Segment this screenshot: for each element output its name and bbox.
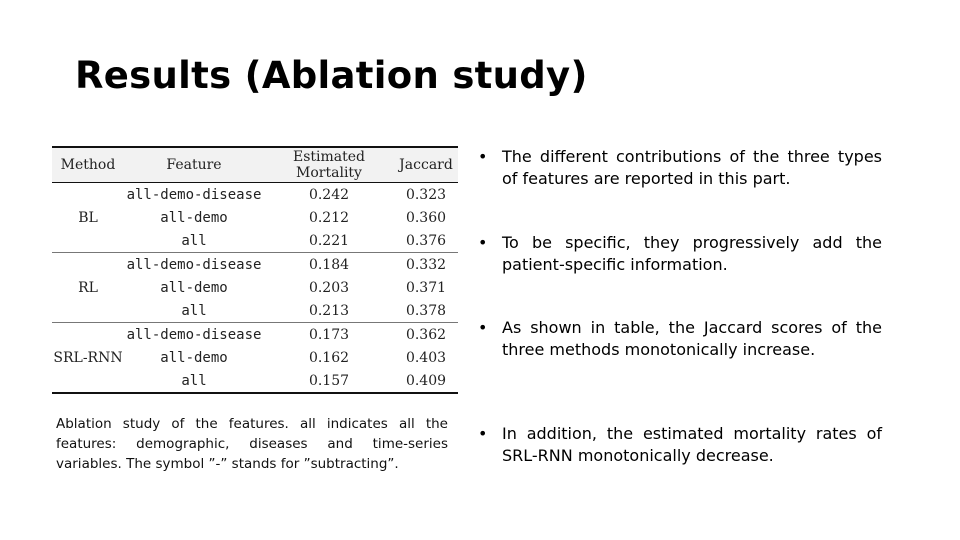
method-cell: SRL-RNN [52, 323, 124, 394]
mortality-cell: 0.162 [308, 349, 350, 366]
feature-cell: all-demo [160, 349, 228, 366]
bullet-text: The different contributions of the three types of features are reported in this part. [502, 147, 882, 188]
header-feature: Feature [124, 147, 264, 183]
table-header-row [52, 147, 458, 183]
jaccard-cell: 0.323 [405, 186, 447, 203]
bullet-dot-icon: • [478, 147, 488, 166]
feature-cell: all-demo [160, 279, 228, 296]
header-method: Method [52, 147, 124, 183]
jaccard-cell: 0.360 [405, 209, 447, 226]
table-row [52, 323, 458, 347]
jaccard-cell: 0.378 [394, 299, 458, 323]
bullet-dot-icon: • [478, 424, 488, 443]
mortality-cell: 0.212 [308, 209, 350, 226]
jaccard-cell: 0.376 [394, 229, 458, 253]
mortality-cell: 0.221 [264, 229, 394, 253]
jaccard-cell: 0.403 [405, 349, 447, 366]
jaccard-cell: 0.332 [405, 256, 447, 273]
feature-cell: all-demo-disease [126, 326, 262, 343]
bullet-text: To be specific, they progressively add the patient-specific information. [502, 233, 882, 274]
table-row [52, 183, 458, 207]
bullet-dot-icon: • [478, 233, 488, 252]
feature-cell: all [124, 229, 264, 253]
bullet-text: In addition, the estimated mortality rates of SRL-RNN monotonically decrease. [502, 424, 882, 465]
bullet-item [478, 317, 882, 361]
bullet-text: As shown in table, the Jaccard scores of the three methods monotonically increase. [502, 318, 882, 359]
mortality-cell: 0.184 [308, 256, 350, 273]
mortality-cell: 0.157 [264, 369, 394, 393]
feature-cell: all-demo [160, 209, 228, 226]
header-estimated-mortality: Estimated Mortality [264, 147, 394, 183]
method-cell: BL [52, 183, 124, 253]
mortality-cell: 0.213 [264, 299, 394, 323]
bullet-item [478, 423, 882, 467]
jaccard-cell: 0.409 [394, 369, 458, 393]
jaccard-cell: 0.362 [405, 326, 447, 343]
mortality-cell: 0.173 [308, 326, 350, 343]
bullet-item [478, 232, 882, 276]
bullet-dot-icon: • [478, 318, 488, 337]
table-row [52, 253, 458, 277]
header-jaccard: Jaccard [394, 147, 458, 183]
feature-cell: all-demo-disease [126, 256, 262, 273]
slide-title: Results (Ablation study) [75, 54, 588, 97]
feature-cell: all-demo-disease [126, 186, 262, 203]
jaccard-cell: 0.371 [405, 279, 447, 296]
ablation-table-container [52, 146, 458, 394]
table-caption: Ablation study of the features. all indicates all the features: demographic, diseases and time-series variables. The symbol ”-” stands for ”subtracting”. [56, 416, 448, 472]
feature-cell: all [124, 299, 264, 323]
feature-cell: all [124, 369, 264, 393]
method-cell: RL [52, 253, 124, 323]
bullet-item [478, 146, 882, 190]
ablation-table [52, 146, 458, 394]
mortality-cell: 0.203 [308, 279, 350, 296]
mortality-cell: 0.242 [308, 186, 350, 203]
